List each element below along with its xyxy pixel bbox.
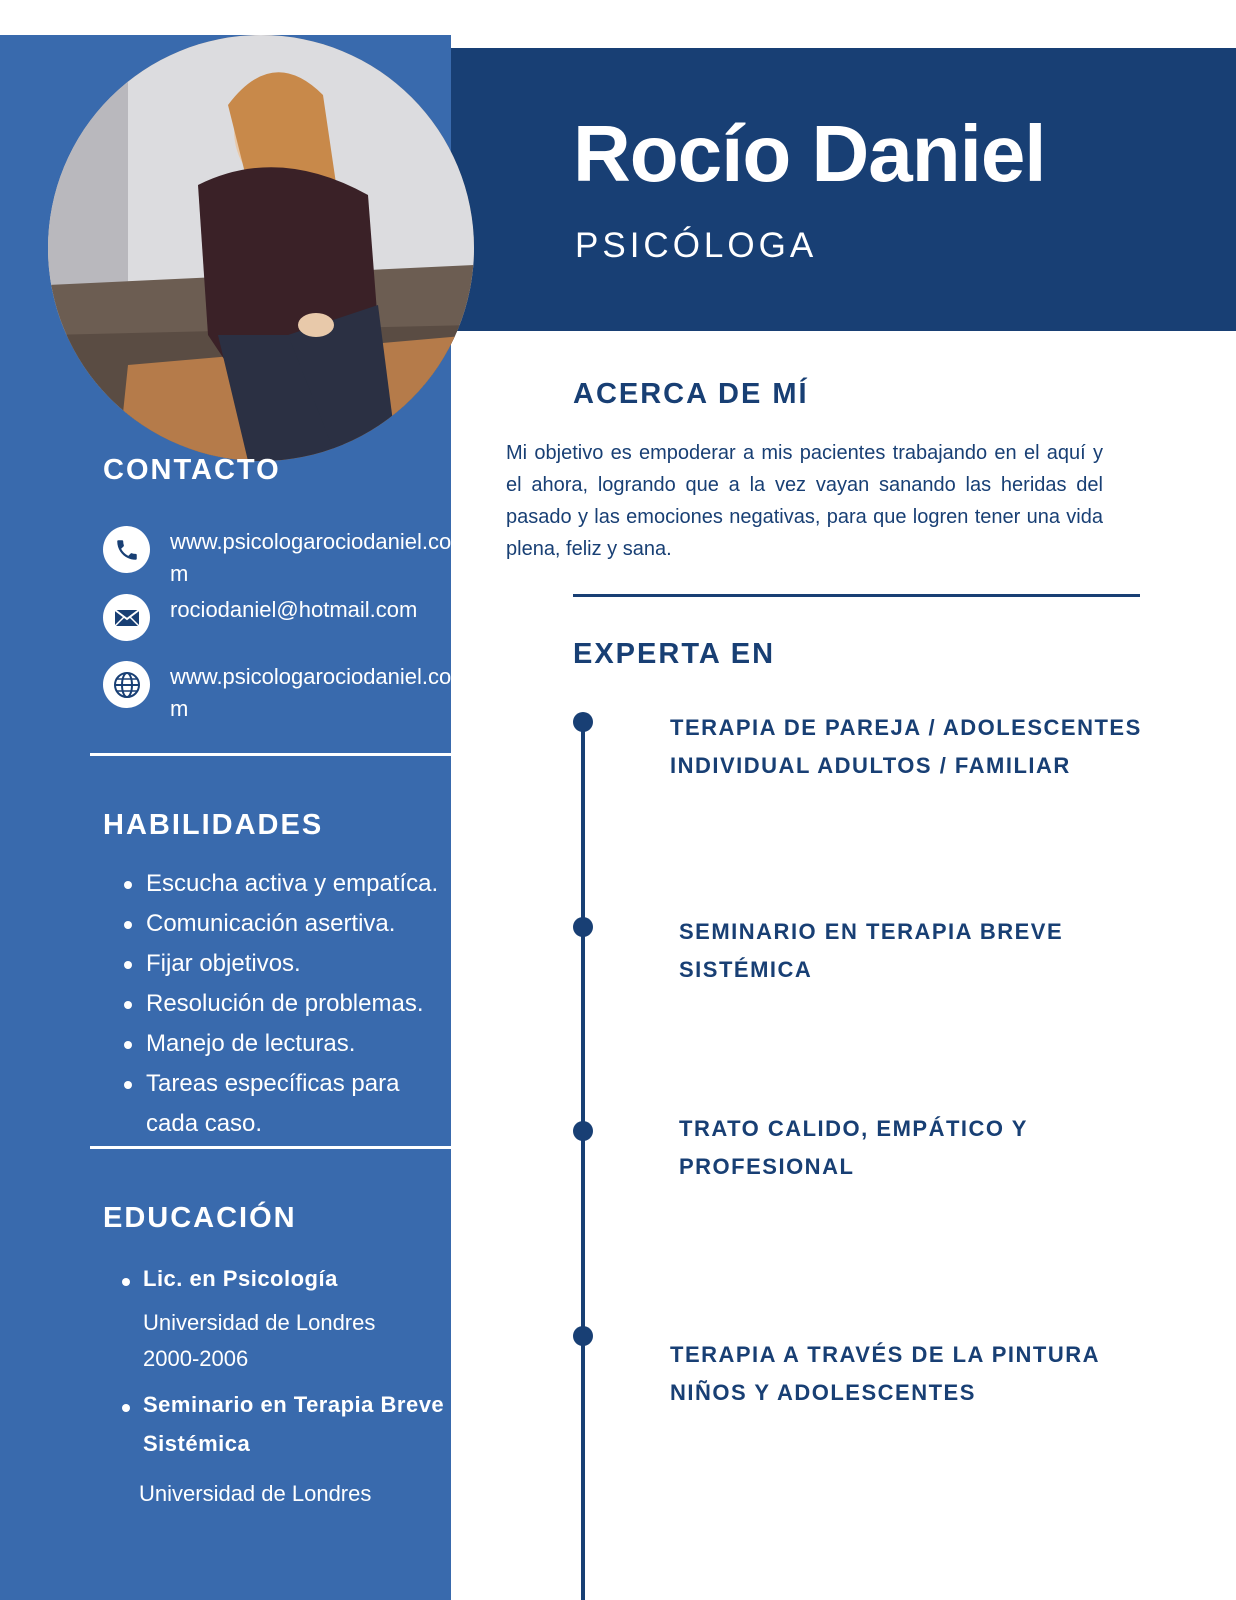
skill-item: Fijar objetivos. (124, 944, 444, 984)
expertise-item: TERAPIA DE PAREJA / ADOLESCENTES (670, 715, 1142, 740)
timeline-dot (573, 917, 593, 937)
skill-item: Resolución de problemas. (124, 984, 444, 1024)
skill-item: Manejo de lecturas. (124, 1024, 444, 1064)
skill-item: Comunicación asertiva. (124, 904, 444, 944)
about-text: Mi objetivo es empoderar a mis pacientes trabajando en el aquí y el ahora, logrando que a la vez vayan sanando las heridas del pasado y las emociones negativas, para que logren tener una vida plena, feliz y sana. (506, 442, 1103, 560)
skill-item: Escucha activa y empatíca. (124, 864, 444, 904)
education-degree: Lic. en Psicología (143, 1266, 338, 1291)
timeline-dot (573, 1326, 593, 1346)
list-bullet (122, 1404, 130, 1412)
education-title: EDUCACIÓN (103, 1202, 297, 1234)
globe-icon (103, 661, 150, 708)
skills-title: HABILIDADES (103, 809, 324, 841)
contact-email (103, 594, 452, 641)
education-degree: Seminario en Terapia Breve (143, 1392, 445, 1417)
education-years: 2000-2006 (143, 1346, 249, 1371)
sidebar-divider (90, 1146, 451, 1149)
timeline-line (581, 722, 585, 1600)
expertise-item-continued: NIÑOS Y ADOLESCENTES (670, 1380, 976, 1405)
timeline-dot (573, 1121, 593, 1141)
contact-phone (103, 526, 452, 590)
education-institution: Universidad de Londres (143, 1310, 376, 1335)
skills-list (124, 864, 444, 1144)
expertise-title: EXPERTA EN (573, 638, 776, 670)
contact-phone-text[interactable]: www.psicologarociodaniel.com (170, 529, 452, 586)
expertise-item-continued: SISTÉMICA (679, 957, 813, 982)
list-bullet (122, 1278, 130, 1286)
skill-item: Tareas específicas para cada caso. (124, 1064, 424, 1144)
contact-email-text[interactable]: rociodaniel@hotmail.com (170, 597, 418, 622)
expertise-item: TRATO CALIDO, EMPÁTICO Y (679, 1116, 1028, 1141)
phone-icon (103, 526, 150, 573)
sidebar-divider (90, 753, 451, 756)
education-institution: Universidad de Londres (139, 1481, 372, 1506)
job-title: PSICÓLOGA (575, 226, 818, 265)
contact-web (103, 661, 452, 725)
education-degree-continued: Sistémica (143, 1431, 251, 1456)
expertise-item-continued: INDIVIDUAL ADULTOS / FAMILIAR (670, 753, 1071, 778)
expertise-item: SEMINARIO EN TERAPIA BREVE (679, 919, 1064, 944)
person-name: Rocío Daniel (573, 109, 1046, 198)
contact-title: CONTACTO (103, 454, 281, 486)
timeline-dot (573, 712, 593, 732)
contact-web-text[interactable]: www.psicologarociodaniel.com (170, 664, 452, 721)
expertise-item-continued: PROFESIONAL (679, 1154, 855, 1179)
about-title: ACERCA DE MÍ (573, 378, 809, 410)
profile-photo (48, 35, 474, 461)
expertise-item: TERAPIA A TRAVÉS DE LA PINTURA (670, 1342, 1101, 1367)
main-divider (573, 594, 1140, 597)
mail-icon (103, 594, 150, 641)
